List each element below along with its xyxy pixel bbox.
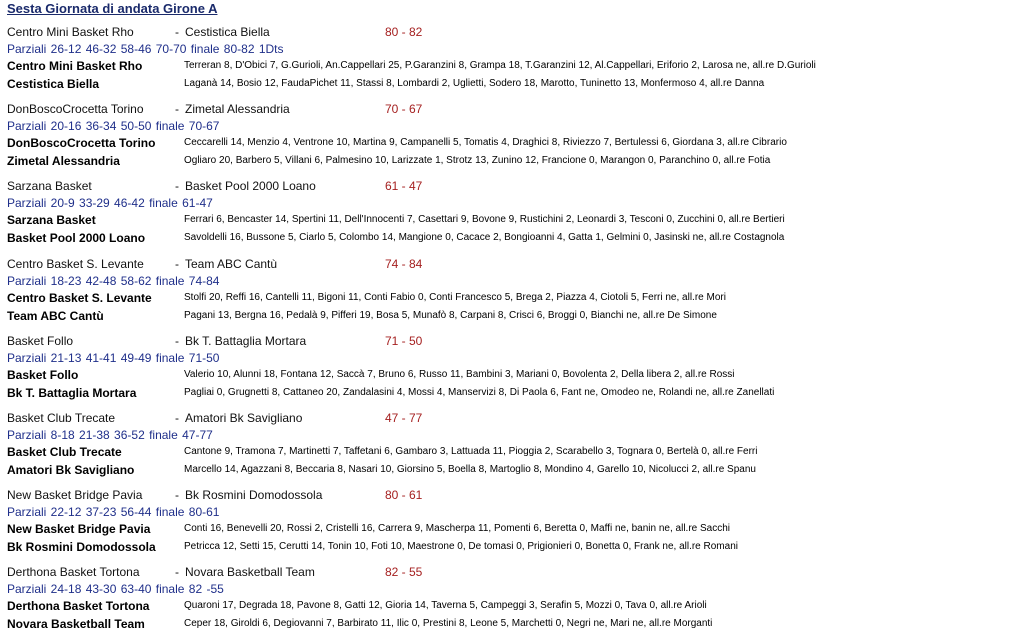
- home-team-name: Sarzana Basket: [7, 179, 92, 193]
- quarter-scores: Parziali 20-9 33-29 46-42 finale 61-47: [7, 196, 213, 210]
- game-block: [0, 101, 1014, 178]
- game-block: [0, 178, 1014, 255]
- match-separator: -: [175, 102, 179, 116]
- match-separator: -: [175, 334, 179, 348]
- match-separator: -: [175, 488, 179, 502]
- home-roster-team: Basket Follo: [7, 368, 79, 382]
- away-team-name: Novara Basketball Team: [185, 565, 315, 579]
- away-roster-team: Team ABC Cantù: [7, 309, 104, 323]
- away-roster-team: Amatori Bk Savigliano: [7, 463, 135, 477]
- home-roster-team: Derthona Basket Tortona: [7, 599, 150, 613]
- quarter-scores: Parziali 18-23 42-48 58-62 finale 74-84: [7, 274, 220, 288]
- quarter-scores: Parziali 26-12 46-32 58-46 70-70 finale 80-82 1Dts: [7, 42, 284, 56]
- game-block: [0, 487, 1014, 564]
- final-score: 82 - 55: [385, 565, 423, 579]
- quarter-scores: Parziali 24-18 43-30 63-40 finale 82 -55: [7, 582, 224, 596]
- away-roster-team: Novara Basketball Team: [7, 617, 145, 631]
- home-team-name: Derthona Basket Tortona: [7, 565, 140, 579]
- away-team-name: Team ABC Cantù: [185, 257, 278, 271]
- final-score: 70 - 67: [385, 102, 423, 116]
- home-roster-team: Centro Basket S. Levante: [7, 291, 152, 305]
- page-title: Sesta Giornata di andata Girone A: [7, 1, 218, 16]
- game-block: [0, 256, 1014, 333]
- final-score: 71 - 50: [385, 334, 423, 348]
- home-roster-players: Stolfi 20, Reffi 16, Cantelli 11, Bigoni 11, Conti Fabio 0, Conti Francesco 5, Brega 2, Piazza 4, Ciotoli 5, Ferri ne, all.re Mori: [184, 292, 726, 303]
- away-roster-players: Pagani 13, Bergna 16, Pedalà 9, Pifferi 19, Bosa 5, Munafò 8, Carpani 8, Crisci 6, Broggi 0, Bianchi ne, all.re De Simone: [184, 310, 717, 321]
- home-team-name: Centro Mini Basket Rho: [7, 25, 134, 39]
- away-roster-players: Ceper 18, Giroldi 6, Degiovanni 7, Barbirato 11, Ilic 0, Prestini 8, Leone 5, Marchetti 0, Negri ne, Mari ne, all.re Morganti: [184, 618, 713, 629]
- final-score: 61 - 47: [385, 179, 423, 193]
- away-team-name: Amatori Bk Savigliano: [185, 411, 303, 425]
- home-roster-team: Centro Mini Basket Rho: [7, 59, 143, 73]
- quarter-scores: Parziali 22-12 37-23 56-44 finale 80-61: [7, 505, 220, 519]
- home-team-name: Centro Basket S. Levante: [7, 257, 144, 271]
- away-team-name: Bk Rosmini Domodossola: [185, 488, 323, 502]
- away-roster-team: Bk T. Battaglia Mortara: [7, 386, 137, 400]
- home-roster-players: Terreran 8, D'Obici 7, G.Gurioli, An.Cappellari 25, P.Garanzini 8, Grampa 18, T.Garanzini 12, Al.Cappellari, Eriforio 2, Larosa ne, all.re D.Gurioli: [184, 60, 816, 71]
- home-roster-team: Sarzana Basket: [7, 213, 96, 227]
- match-separator: -: [175, 25, 179, 39]
- final-score: 47 - 77: [385, 411, 423, 425]
- game-block: [0, 333, 1014, 410]
- final-score: 74 - 84: [385, 257, 423, 271]
- game-block: [0, 564, 1014, 641]
- away-team-name: Zimetal Alessandria: [185, 102, 290, 116]
- away-roster-team: Cestistica Biella: [7, 77, 100, 91]
- away-roster-players: Petricca 12, Setti 15, Cerutti 14, Tonin 10, Foti 10, Maestrone 0, De tomasi 0, Prigionieri 0, Bonetta 0, Frank ne, all.re Romani: [184, 541, 738, 552]
- home-roster-players: Conti 16, Benevelli 20, Rossi 2, Cristelli 16, Carrera 9, Mascherpa 11, Pomenti 6, Beretta 0, Maffi ne, banin ne, all.re Sacchi: [184, 523, 731, 534]
- quarter-scores: Parziali 20-16 36-34 50-50 finale 70-67: [7, 119, 220, 133]
- home-roster-team: New Basket Bridge Pavia: [7, 522, 151, 536]
- quarter-scores: Parziali 21-13 41-41 49-49 finale 71-50: [7, 351, 220, 365]
- home-roster-players: Ferrari 6, Bencaster 14, Spertini 11, Dell'Innocenti 7, Casettari 9, Bovone 9, Rustichini 2, Leonardi 3, Tesconi 0, Zucchini 0, all.re Bertieri: [184, 214, 785, 225]
- home-roster-players: Quaroni 17, Degrada 18, Pavone 8, Gatti 12, Gioria 14, Taverna 5, Campeggi 3, Serafin 5, Mozzi 0, Tava 0, all.re Arioli: [184, 600, 707, 611]
- final-score: 80 - 82: [385, 25, 423, 39]
- match-separator: -: [175, 411, 179, 425]
- home-roster-team: Basket Club Trecate: [7, 445, 122, 459]
- match-separator: -: [175, 179, 179, 193]
- home-roster-team: DonBoscoCrocetta Torino: [7, 136, 156, 150]
- home-team-name: DonBoscoCrocetta Torino: [7, 102, 144, 116]
- away-team-name: Bk T. Battaglia Mortara: [185, 334, 307, 348]
- away-team-name: Basket Pool 2000 Loano: [185, 179, 316, 193]
- home-team-name: Basket Club Trecate: [7, 411, 116, 425]
- away-roster-team: Bk Rosmini Domodossola: [7, 540, 156, 554]
- away-roster-players: Ogliaro 20, Barbero 5, Villani 6, Palmesino 10, Larizzate 1, Strotz 13, Zunino 12, Francione 0, Marangon 0, Paranchino 0, all.re Fotia: [184, 155, 771, 166]
- away-roster-players: Savoldelli 16, Bussone 5, Ciarlo 5, Colombo 14, Mangione 0, Cacace 2, Bongioanni 4, Gatta 1, Gelmini 0, Jasinski ne, all.re Costagnola: [184, 232, 785, 243]
- game-block: [0, 410, 1014, 487]
- away-roster-team: Basket Pool 2000 Loano: [7, 231, 146, 245]
- away-roster-players: Marcello 14, Agazzani 8, Beccaria 8, Nasari 10, Giorsino 5, Boella 8, Martoglio 8, Mondino 4, Garello 10, Nicolucci 2, all.re Spanu: [184, 464, 756, 475]
- home-roster-players: Ceccarelli 14, Menzio 4, Ventrone 10, Martina 9, Campanelli 5, Tomatis 4, Draghici 8, Riviezzo 7, Bertulessi 6, Giordana 3, all.re Cibrario: [184, 137, 787, 148]
- match-separator: -: [175, 257, 179, 271]
- home-roster-players: Cantone 9, Tramona 7, Martinetti 7, Taffetani 6, Gambaro 3, Lattuada 11, Pioggia 2, Scarabello 3, Tognara 0, Bertelà 0, all.re Ferri: [184, 446, 758, 457]
- away-team-name: Cestistica Biella: [185, 25, 270, 39]
- match-separator: -: [175, 565, 179, 579]
- away-roster-players: Pagliai 0, Grugnetti 8, Cattaneo 20, Zandalasini 4, Mossi 4, Manservizi 8, Di Paola 6, Fant ne, Omodeo ne, Rolandi ne, all.re Zanellati: [184, 387, 775, 398]
- quarter-scores: Parziali 8-18 21-38 36-52 finale 47-77: [7, 428, 213, 442]
- away-roster-players: Laganà 14, Bosio 12, FaudaPichet 11, Stassi 8, Lombardi 2, Uglietti, Sodero 18, Marotto, Tuninetto 13, Monfermoso 4, all.re Danna: [184, 78, 765, 89]
- final-score: 80 - 61: [385, 488, 423, 502]
- home-team-name: New Basket Bridge Pavia: [7, 488, 143, 502]
- away-roster-team: Zimetal Alessandria: [7, 154, 120, 168]
- home-roster-players: Valerio 10, Alunni 18, Fontana 12, Saccà 7, Bruno 6, Russo 11, Bambini 3, Mariani 0, Bovolenta 2, Della libera 2, all.re Rossi: [184, 369, 735, 380]
- game-block: [0, 24, 1014, 101]
- home-team-name: Basket Follo: [7, 334, 74, 348]
